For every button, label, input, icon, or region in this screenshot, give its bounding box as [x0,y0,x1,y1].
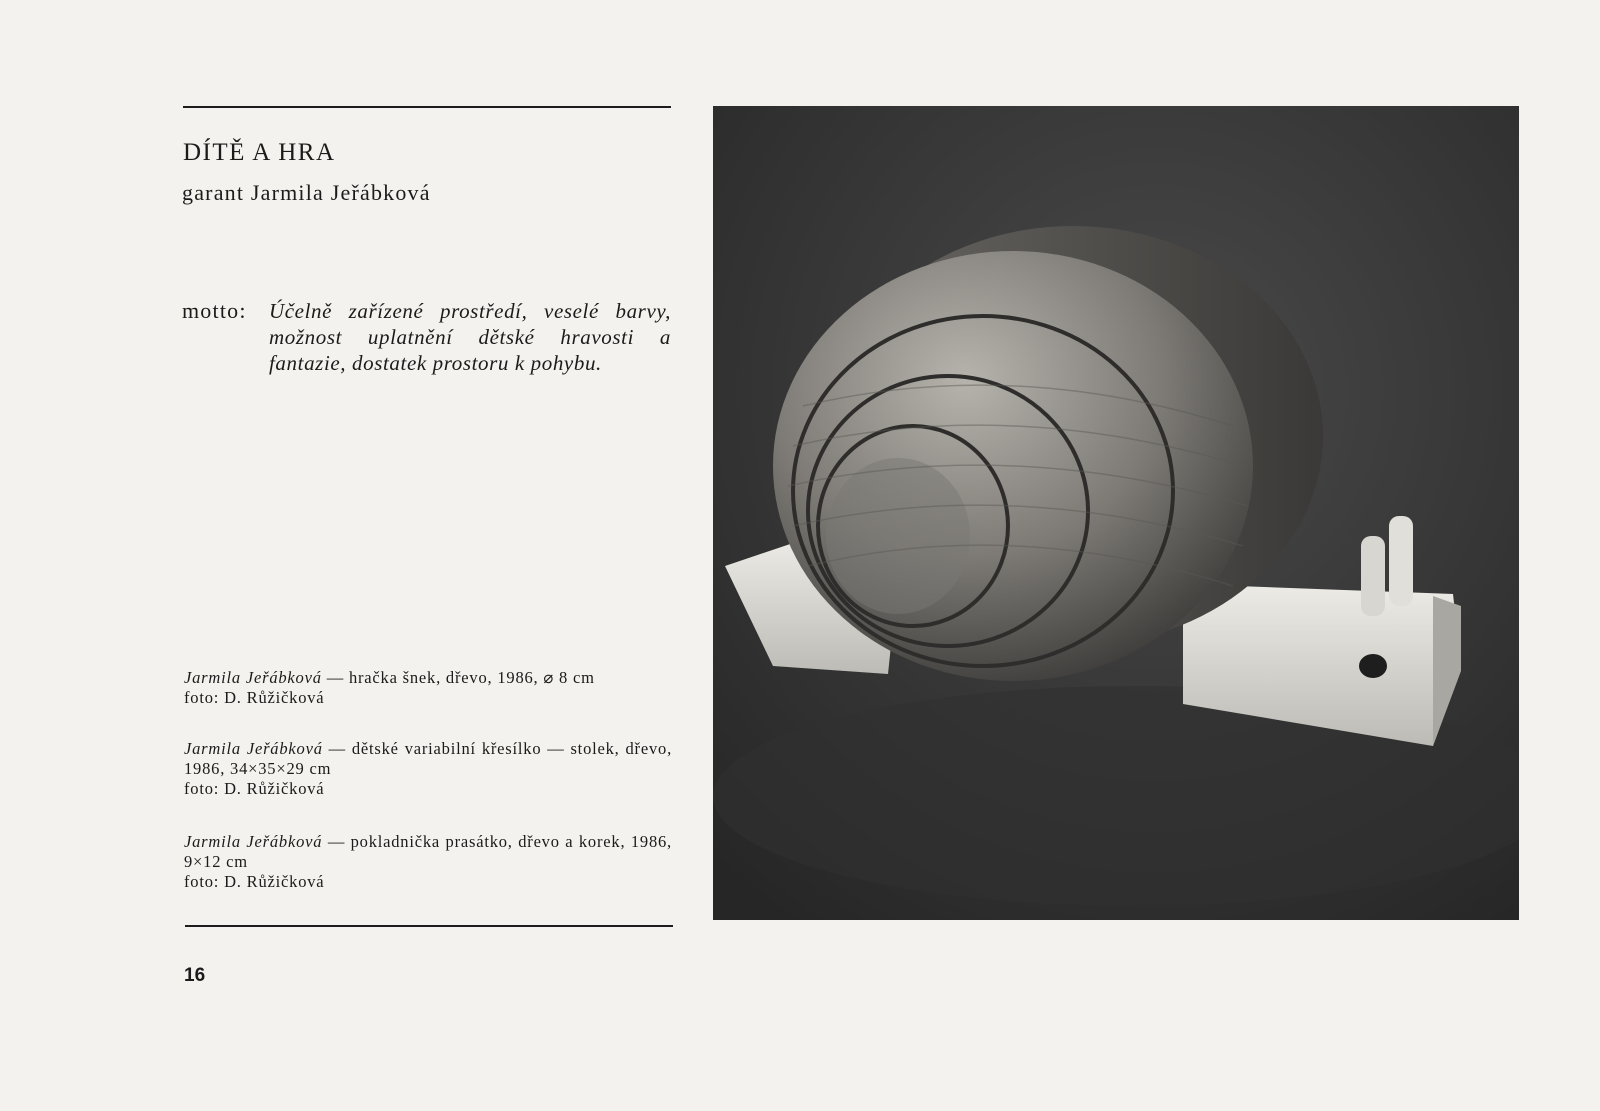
top-rule [183,106,671,108]
snail-toy-photo-icon [713,106,1519,920]
caption-variable-chair [184,739,672,799]
motto-text: Účelně zařízené prostředí, veselé barvy, možnost uplatnění dětské hravosti a fantazie, dostatek prostoru k pohybu. [269,299,671,375]
caption-author: Jarmila Jeřábková [184,668,322,687]
caption-credit: foto: D. Růžičková [184,872,325,891]
caption-credit: foto: D. Růžičková [184,688,325,707]
caption-piggy-bank [184,832,672,892]
caption-credit: foto: D. Růžičková [184,779,325,798]
caption-description: — pokladnička prasátko, dřevo a korek, 1986, 9×12 cm [184,832,672,871]
snail-toy-photo [713,106,1519,920]
section-title: DÍTĚ A HRA [183,139,336,166]
caption-author: Jarmila Jeřábková [184,739,323,758]
caption-author: Jarmila Jeřábková [184,832,323,851]
bottom-rule [185,925,673,927]
motto-label: motto: [182,298,247,323]
caption-snail-toy [184,668,672,708]
caption-description: — hračka šnek, dřevo, 1986, ⌀ 8 cm [326,668,595,687]
caption-description: — dětské variabilní křesílko — stolek, dřevo, 1986, 34×35×29 cm [184,739,672,778]
section-garant: garant Jarmila Jeřábková [182,180,431,205]
page-number: 16 [184,965,206,986]
